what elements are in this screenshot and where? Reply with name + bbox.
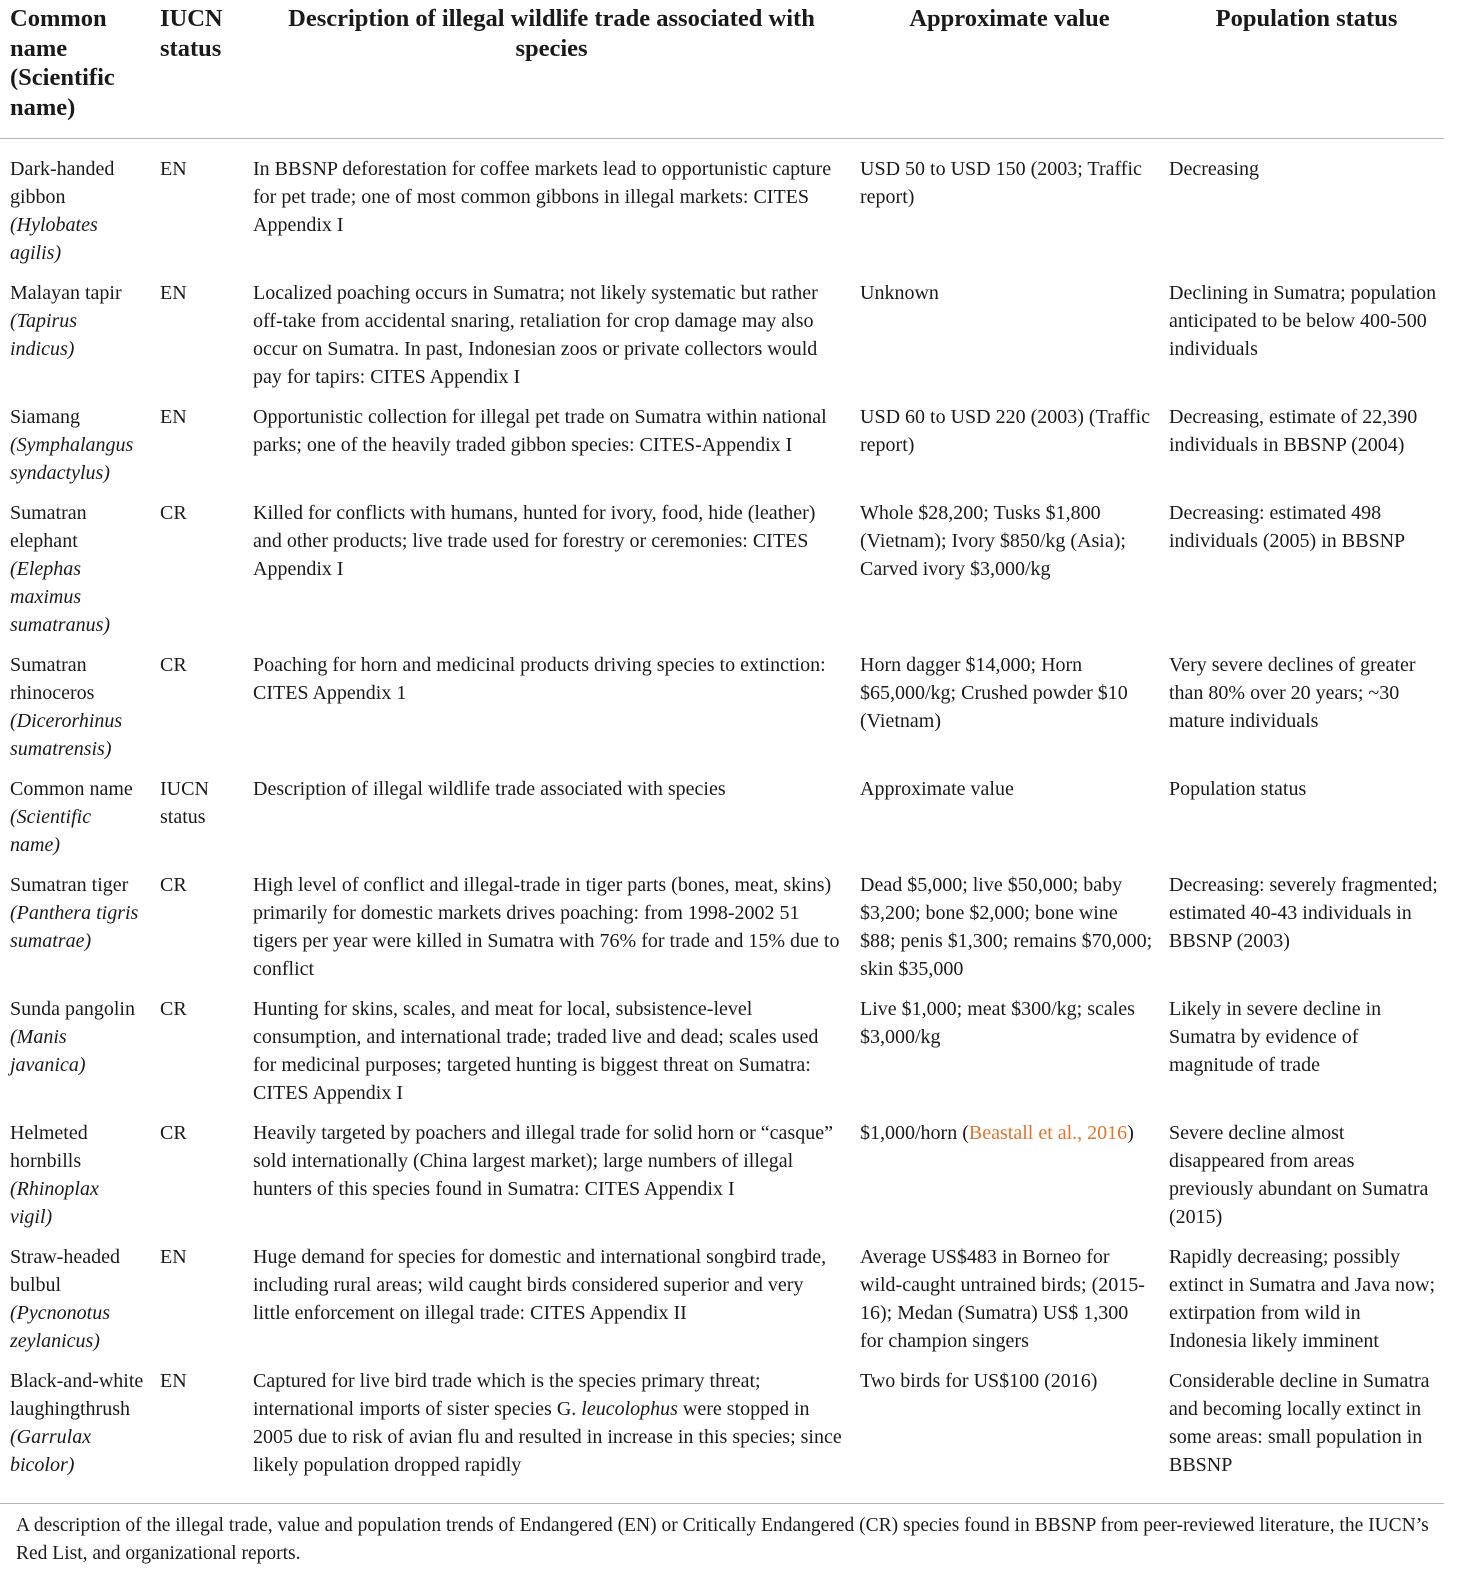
table-row	[0, 139, 1444, 273]
population-cell: Decreasing, estimate of 22,390 individuals in BBSNP (2004)	[1169, 406, 1418, 456]
population-cell: Decreasing: estimated 498 individuals (2005) in BBSNP	[1169, 502, 1406, 552]
iucn-status-cell: IUCN status	[160, 778, 209, 828]
value-text-end: )	[1127, 1122, 1134, 1144]
table-row	[0, 1112, 1444, 1236]
common-name-cell	[0, 1360, 150, 1497]
common-name: Straw-headed bulbul	[10, 1246, 120, 1296]
common-name-cell	[0, 644, 150, 768]
header-description: Description of illegal wildlife trade associated with species	[243, 0, 850, 139]
table-row	[0, 988, 1444, 1112]
table-body	[0, 139, 1444, 1498]
description-cell: Description of illegal wildlife trade associated with species	[253, 778, 726, 800]
scientific-name: (Manis javanica)	[10, 1026, 86, 1076]
description-cell: Opportunistic collection for illegal pet trade on Sumatra within national parks; one of the heavily traded gibbon species: CITES-Appendix I	[253, 406, 827, 456]
citation-link[interactable]: Beastall et al., 2016	[968, 1122, 1128, 1144]
description-cell: Localized poaching occurs in Sumatra; not likely systematic but rather off-take from accidental snaring, retaliation for crop damage may also occur on Sumatra. In past, Indonesian zoos or private collectors would pay for tapirs: CITES Appendix I	[253, 282, 818, 388]
value-cell: Horn dagger $14,000; Horn $65,000/kg; Crushed powder $10 (Vietnam)	[860, 654, 1128, 732]
common-name-cell	[0, 139, 150, 273]
value-cell: USD 50 to USD 150 (2003; Traffic report)	[860, 158, 1142, 208]
table-header	[0, 0, 1444, 139]
table-footnote: A description of the illegal trade, value and population trends of Endangered (EN) or Critically Endangered (CR) species found in BBSNP from peer-reviewed literature, the IUCN’s Red List, and organizational reports.	[16, 1515, 1429, 1564]
table-row	[0, 1236, 1444, 1360]
population-cell: Very severe declines of greater than 80% over 20 years; ~30 mature individuals	[1169, 654, 1416, 732]
value-cell: Approximate value	[860, 778, 1014, 800]
common-name-cell	[0, 396, 150, 492]
scientific-name: (Hylobates agilis)	[10, 214, 98, 264]
header-approximate-value: Approximate value	[850, 0, 1159, 139]
value-cell: USD 60 to USD 220 (2003) (Traffic report)	[860, 406, 1150, 456]
table-row	[0, 492, 1444, 644]
description-cell	[243, 1360, 850, 1497]
population-cell: Severe decline almost disappeared from areas previously abundant on Sumatra (2015)	[1169, 1122, 1429, 1228]
description-cell: Huge demand for species for domestic and international songbird trade, including rural areas; wild caught birds considered superior and very little enforcement on illegal trade: CITES Appendix II	[253, 1246, 827, 1324]
common-name: Sumatran rhinoceros	[10, 654, 95, 704]
description-cell: Poaching for horn and medicinal products driving species to extinction: CITES Appendix 1	[253, 654, 826, 704]
common-name: Common name	[10, 778, 133, 800]
header-row	[0, 0, 1444, 139]
population-cell: Decreasing	[1169, 158, 1259, 180]
iucn-status-cell: CR	[160, 654, 187, 676]
species-epithet: leucolophus	[581, 1398, 678, 1420]
table-row	[0, 864, 1444, 988]
common-name-cell	[0, 1112, 150, 1236]
table-row	[0, 272, 1444, 396]
value-cell: Live $1,000; meat $300/kg; scales $3,000/kg	[860, 998, 1135, 1048]
common-name: Dark-handed gibbon	[10, 158, 115, 208]
scientific-name: (Dicerorhinus sumatrensis)	[10, 710, 123, 760]
table-row	[0, 396, 1444, 492]
scientific-name: (Elephas maximus sumatranus)	[10, 558, 111, 636]
iucn-status-cell: EN	[160, 158, 187, 180]
scientific-name: (Rhinoplax vigil)	[10, 1178, 99, 1228]
common-name-cell	[0, 272, 150, 396]
description-cell: High level of conflict and illegal-trade in tiger parts (bones, meat, skins) primarily for domestic markets drives poaching: from 1998-2002 51 tigers per year were killed in Sumatra with 76% for trade and 15% due to conflict	[253, 874, 840, 980]
common-name-cell	[0, 988, 150, 1112]
header-population-status: Population status	[1159, 0, 1444, 139]
common-name: Sunda pangolin	[10, 998, 135, 1020]
population-cell: Considerable decline in Sumatra and becoming locally extinct in some areas: small population in BBSNP	[1169, 1370, 1430, 1476]
value-cell: Unknown	[860, 282, 939, 304]
scientific-name: (Symphalangus syndactylus)	[10, 434, 134, 484]
scientific-name: (Scientific name)	[10, 806, 92, 856]
common-name-cell	[0, 492, 150, 644]
description-cell: Hunting for skins, scales, and meat for local, subsistence-level consumption, and international trade; traded live and dead; scales used for medicinal purposes; targeted hunting is biggest threat on Sumatra: CITES Appendix I	[253, 998, 819, 1104]
value-text: $1,000/horn (	[860, 1122, 969, 1144]
common-name-cell	[0, 768, 150, 864]
scientific-name: (Tapirus indicus)	[10, 310, 78, 360]
iucn-status-cell: CR	[160, 874, 187, 896]
population-cell: Likely in severe decline in Sumatra by evidence of magnitude of trade	[1169, 998, 1382, 1076]
repeated-header-row	[0, 768, 1444, 864]
common-name: Malayan tapir	[10, 282, 122, 304]
scientific-name: (Garrulax bicolor)	[10, 1426, 92, 1476]
population-cell: Rapidly decreasing; possibly extinct in Sumatra and Java now; extirpation from wild in Indonesia likely imminent	[1169, 1246, 1436, 1352]
iucn-status-cell: EN	[160, 406, 187, 428]
iucn-status-cell: CR	[160, 998, 187, 1020]
description-text-end: were stopped in 2005 due to risk of avian flu and resulted in increase in this species; since likely population dropped rapidly	[253, 1398, 842, 1476]
table-row	[0, 1360, 1444, 1497]
value-cell: Average US$483 in Borneo for wild-caught untrained birds; (2015-16); Medan (Sumatra) US$ 1,300 for champion singers	[860, 1246, 1145, 1352]
scientific-name: (Pycnonotus zeylanicus)	[10, 1302, 110, 1352]
population-cell: Declining in Sumatra; population anticipated to be below 400-500 individuals	[1169, 282, 1437, 360]
table-row	[0, 644, 1444, 768]
iucn-status-cell: EN	[160, 282, 187, 304]
iucn-status-cell: CR	[160, 502, 187, 524]
header-common-name: Common name (Scientific name)	[0, 0, 150, 139]
common-name: Sumatran elephant	[10, 502, 87, 552]
population-cell: Population status	[1169, 778, 1307, 800]
common-name: Helmeted hornbills	[10, 1122, 88, 1172]
scientific-name: (Panthera tigris sumatrae)	[10, 902, 139, 952]
description-cell: Killed for conflicts with humans, hunted for ivory, food, hide (leather) and other products; live trade used for forestry or ceremonies: CITES Appendix I	[253, 502, 816, 580]
value-cell: Dead $5,000; live $50,000; baby $3,200; bone $2,000; bone wine $88; penis $1,300; remains $70,000; skin $35,000	[860, 874, 1153, 980]
header-iucn-status: IUCN status	[150, 0, 243, 139]
iucn-status-cell: EN	[160, 1246, 187, 1268]
common-name-cell	[0, 1236, 150, 1360]
description-text: Captured for live bird trade which is the species primary threat; international imports of sister species G.	[253, 1370, 761, 1420]
value-cell: Two birds for US$100 (2016)	[860, 1370, 1098, 1392]
common-name: Siamang	[10, 406, 80, 428]
value-cell	[850, 1112, 1159, 1236]
description-cell: Heavily targeted by poachers and illegal trade for solid horn or “casque” sold internationally (China largest market); large numbers of illegal hunters of this species found in Sumatra: CITES Appendix I	[253, 1122, 833, 1200]
iucn-status-cell: EN	[160, 1370, 187, 1392]
table-bottom-rule	[0, 1503, 1444, 1504]
description-cell: In BBSNP deforestation for coffee markets lead to opportunistic capture for pet trade; one of most common gibbons in illegal markets: CITES Appendix I	[253, 158, 832, 236]
value-cell: Whole $28,200; Tusks $1,800 (Vietnam); Ivory $850/kg (Asia); Carved ivory $3,000/kg	[860, 502, 1126, 580]
common-name: Sumatran tiger	[10, 874, 129, 896]
common-name: Black-and-white laughingthrush	[10, 1370, 144, 1420]
iucn-status-cell: CR	[160, 1122, 187, 1144]
common-name-cell	[0, 864, 150, 988]
population-cell: Decreasing: severely fragmented; estimated 40-43 individuals in BBSNP (2003)	[1169, 874, 1438, 952]
